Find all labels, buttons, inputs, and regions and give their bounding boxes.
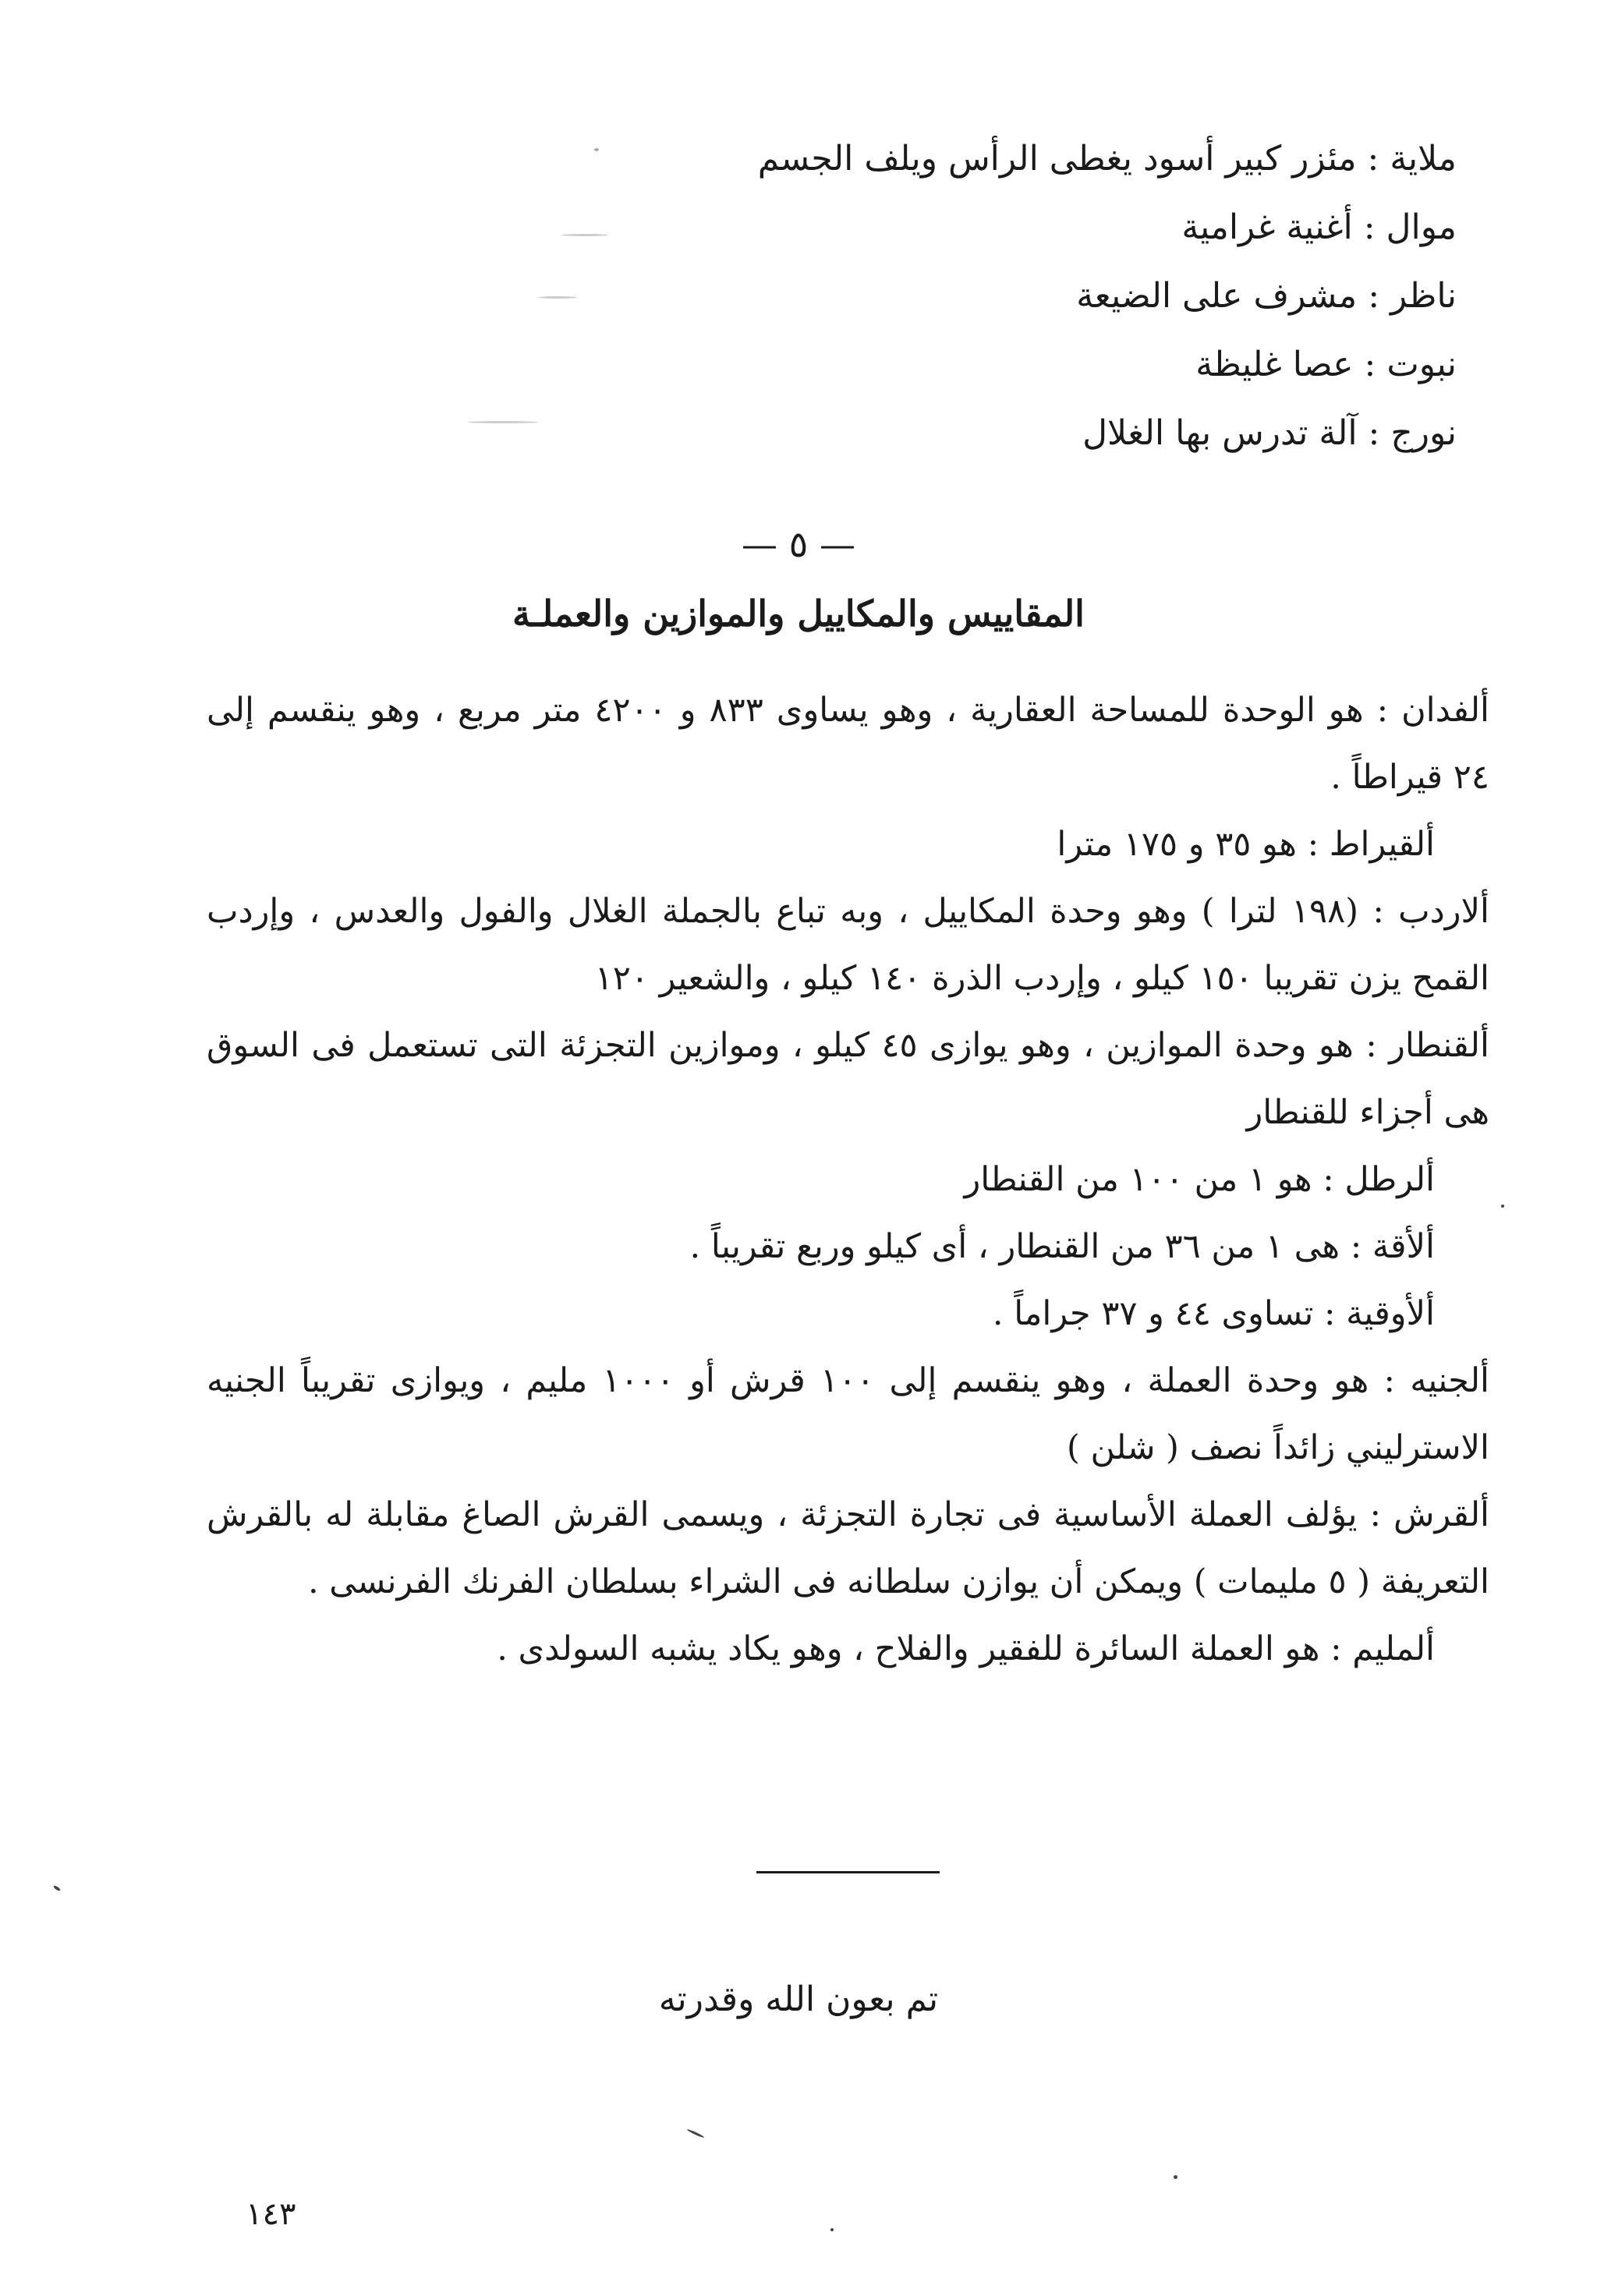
scan-speck — [468, 421, 538, 423]
section-number: — ٥ — — [742, 523, 855, 565]
entry-feddan: ألفدان : هو الوحدة للمساحة العقارية ، وهو يساوى ٨٣٣ و ٤٢٠٠ متر مربع ، وهو ينقسم إلى ٢٤ قيراطاً . — [207, 691, 1490, 797]
closing-rule — [756, 1871, 940, 1873]
entry-oqqa: ألأقة : هى ١ من ٣٦ من القنطار ، أى كيلو وربع تقريباً . — [689, 1227, 1435, 1266]
glossary-entry: موال : أغنية غرامية — [1181, 207, 1457, 247]
glossary-entry: ملاية : مئزر كبير أسود يغطى الرأس ويلف الجسم — [757, 139, 1457, 179]
scan-speck — [1501, 1205, 1504, 1208]
entry-guinea: ألجنيه : هو وحدة العملة ، وهو ينقسم إلى ١٠٠ قرش أو ١٠٠٠ مليم ، ويوازى تقريباً الجنيه الاسترليني زائداً نصف ( شلن ) — [207, 1361, 1490, 1467]
scan-speck — [594, 148, 599, 151]
scan-speck — [830, 2228, 834, 2231]
scan-speck — [1174, 2175, 1177, 2179]
entry-millieme: ألمليم : هو العملة السائرة للفقير والفلاح ، وهو يكاد يشبه السولدى . — [497, 1629, 1435, 1668]
section-title: المقاييس والمكاييل والموازين والعملـة — [512, 593, 1085, 635]
measures-list — [207, 677, 1489, 1682]
entry-qantar: ألقنطار : هو وحدة الموازين ، وهو يوازى ٤٥ كيلو ، وموازين التجزئة التى تستعمل فى السوق هى أجزاء للقنطار — [207, 1026, 1489, 1132]
glossary-entry: ناظر : مشرف على الضيعة — [1076, 276, 1457, 316]
scan-speck — [561, 234, 608, 236]
glossary-entry: نبوت : عصا غليظة — [1195, 345, 1457, 384]
glossary-list — [443, 125, 1457, 468]
entry-ratl: ألرطل : هو ١ من ١٠٠ من القنطار — [964, 1160, 1435, 1199]
page-number: ١٤٣ — [246, 2196, 296, 2232]
entry-piastre: ألقرش : يؤلف العملة الأساسية فى تجارة التجزئة ، ويسمى القرش الصاغ مقابلة له بالقرش التعريفة ( ٥ مليمات ) ويمكن أن يوازن سلطانه فى الشراء بسلطان الفرنك الفرنسى . — [207, 1495, 1489, 1601]
entry-qirat: ألقيراط : هو ٣٥ و ١٧٥ مترا — [1057, 825, 1435, 864]
entry-ardeb: ألاردب : (١٩٨ لترا ) وهو وحدة المكاييل ، وبه تباع بالجملة الغلال والفول والعدس ، وإردب القمح يزن تقريبا ١٥٠ كيلو ، وإردب الذرة ١٤٠ كيلو ، والشعير ١٢٠ — [207, 892, 1489, 998]
scan-speck — [686, 2128, 704, 2139]
scan-speck — [53, 1884, 61, 1891]
colophon: تم بعون الله وقدرته — [658, 1979, 939, 2019]
glossary-entry: نورج : آلة تدرس بها الغلال — [1082, 413, 1457, 453]
entry-ooqiya: ألأوقية : تساوى ٤٤ و ٣٧ جراماً . — [992, 1294, 1435, 1333]
scan-speck — [538, 296, 577, 299]
